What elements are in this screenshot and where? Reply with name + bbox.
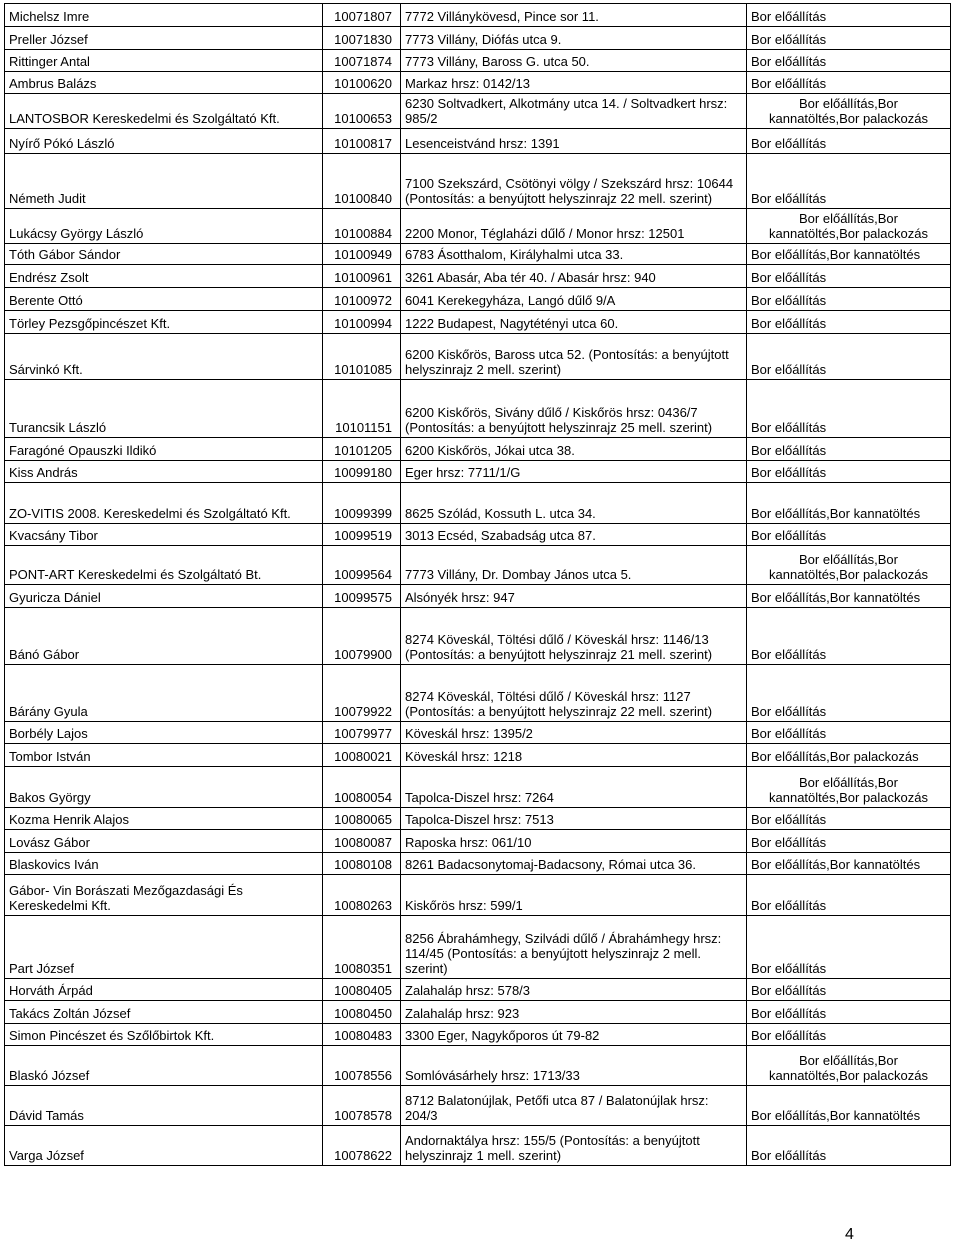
activity-line: Bor előállítás,Bor — [799, 1053, 898, 1068]
holder-name-cell: Gyuricza Dániel — [5, 585, 323, 608]
holder-name-cell: Takács Zoltán József — [5, 1001, 323, 1024]
registry-id-cell: 10100961 — [323, 265, 401, 288]
registry-table — [4, 3, 951, 1166]
table-row — [5, 665, 951, 722]
registry-id-cell: 10079922 — [323, 665, 401, 722]
address-cell: 8712 Balatonújlak, Petőfi utca 87 / Balatonújlak hrsz: 204/3 — [401, 1086, 747, 1126]
address-cell: 8274 Köveskál, Töltési dűlő / Köveskál hrsz: 1146/13 (Pontosítás: a benyújtott helyszinrajz 21 mell. szerint) — [401, 608, 747, 665]
table-row — [5, 767, 951, 808]
address-cell: Tapolca-Diszel hrsz: 7264 — [401, 767, 747, 808]
address-cell: 6200 Kiskőrös, Sivány dűlő / Kiskőrös hrsz: 0436/7 (Pontosítás: a benyújtott helyszinrajz 25 mell. szerint) — [401, 380, 747, 438]
activity-cell: Bor előállítás — [747, 1024, 951, 1046]
address-cell: Köveskál hrsz: 1395/2 — [401, 722, 747, 744]
holder-name-cell: Gábor- Vin Borászati Mezőgazdasági És Kereskedelmi Kft. — [5, 875, 323, 916]
registry-id-cell: 10078578 — [323, 1086, 401, 1126]
activity-cell — [747, 546, 951, 585]
table-row — [5, 1024, 951, 1046]
registry-id-cell: 10080351 — [323, 916, 401, 979]
holder-name-cell: Varga József — [5, 1126, 323, 1166]
registry-id-cell: 10071874 — [323, 50, 401, 72]
table-row — [5, 461, 951, 483]
activity-cell: Bor előállítás — [747, 665, 951, 722]
table-row — [5, 72, 951, 94]
holder-name-cell: Dávid Tamás — [5, 1086, 323, 1126]
table-row — [5, 334, 951, 380]
activity-line: kannatöltés,Bor palackozás — [769, 790, 928, 805]
activity-cell: Bor előállítás,Bor kannatöltés — [747, 585, 951, 608]
registry-id-cell: 10079900 — [323, 608, 401, 665]
registry-id-cell: 10080263 — [323, 875, 401, 916]
table-row — [5, 380, 951, 438]
table-row — [5, 311, 951, 334]
activity-cell: Bor előállítás — [747, 438, 951, 461]
address-cell: 8261 Badacsonytomaj-Badacsony, Római utca 36. — [401, 853, 747, 875]
activity-line: Bor előállítás,Bor — [799, 552, 898, 567]
registry-id-cell: 10101205 — [323, 438, 401, 461]
table-row — [5, 608, 951, 665]
holder-name-cell: Horváth Árpád — [5, 979, 323, 1001]
activity-cell — [747, 767, 951, 808]
registry-id-cell: 10080021 — [323, 744, 401, 767]
activity-cell: Bor előállítás — [747, 524, 951, 546]
holder-name-cell: Bánó Gábor — [5, 608, 323, 665]
registry-id-cell: 10101151 — [323, 380, 401, 438]
address-cell: 8256 Ábrahámhegy, Szilvádi dűlő / Ábrahámhegy hrsz: 114/45 (Pontosítás: a benyújtott helyszinrajz 2 mell. szerint) — [401, 916, 747, 979]
holder-name-cell: Tombor István — [5, 744, 323, 767]
table-row — [5, 27, 951, 50]
holder-name-cell: LANTOSBOR Kereskedelmi és Szolgáltató Kft. — [5, 94, 323, 129]
activity-cell: Bor előállítás — [747, 27, 951, 50]
table-row — [5, 916, 951, 979]
holder-name-cell: Preller József — [5, 27, 323, 50]
activity-cell: Bor előállítás — [747, 334, 951, 380]
address-cell: Markaz hrsz: 0142/13 — [401, 72, 747, 94]
holder-name-cell: Sárvinkó Kft. — [5, 334, 323, 380]
address-cell: Andornaktálya hrsz: 155/5 (Pontosítás: a benyújtott helyszinrajz 1 mell. szerint) — [401, 1126, 747, 1166]
table-row — [5, 129, 951, 154]
activity-line: Bor előállítás,Bor — [799, 96, 898, 111]
address-cell: Zalahaláp hrsz: 923 — [401, 1001, 747, 1024]
table-row — [5, 853, 951, 875]
activity-cell: Bor előállítás — [747, 722, 951, 744]
address-cell: 7100 Szekszárd, Csötönyi völgy / Szekszárd hrsz: 10644 (Pontosítás: a benyújtott helyszinrajz 22 mell. szerint) — [401, 154, 747, 209]
holder-name-cell: Endrész Zsolt — [5, 265, 323, 288]
registry-id-cell: 10100949 — [323, 244, 401, 265]
holder-name-cell: Lovász Gábor — [5, 830, 323, 853]
activity-line: kannatöltés,Bor palackozás — [769, 226, 928, 241]
registry-id-cell: 10099399 — [323, 483, 401, 524]
address-cell: Lesenceistvánd hrsz: 1391 — [401, 129, 747, 154]
registry-id-cell: 10099564 — [323, 546, 401, 585]
table-row — [5, 1001, 951, 1024]
table-row — [5, 438, 951, 461]
activity-cell — [747, 209, 951, 244]
activity-cell: Bor előállítás — [747, 875, 951, 916]
holder-name-cell: Lukácsy György László — [5, 209, 323, 244]
table-row — [5, 808, 951, 830]
address-cell: Köveskál hrsz: 1218 — [401, 744, 747, 767]
activity-cell: Bor előállítás — [747, 129, 951, 154]
activity-cell: Bor előállítás — [747, 380, 951, 438]
table-row — [5, 154, 951, 209]
registry-id-cell: 10080483 — [323, 1024, 401, 1046]
table-row — [5, 94, 951, 129]
registry-id-cell: 10071807 — [323, 4, 401, 27]
activity-cell — [747, 1046, 951, 1086]
table-row — [5, 244, 951, 265]
activity-cell: Bor előállítás — [747, 916, 951, 979]
registry-table-body — [5, 4, 951, 1166]
registry-id-cell: 10101085 — [323, 334, 401, 380]
activity-cell: Bor előállítás — [747, 265, 951, 288]
registry-id-cell: 10099180 — [323, 461, 401, 483]
activity-cell: Bor előállítás — [747, 461, 951, 483]
table-row — [5, 50, 951, 72]
holder-name-cell: Simon Pincészet és Szőlőbirtok Kft. — [5, 1024, 323, 1046]
table-row — [5, 1126, 951, 1166]
activity-cell: Bor előállítás — [747, 72, 951, 94]
holder-name-cell: Ambrus Balázs — [5, 72, 323, 94]
address-cell: 2200 Monor, Téglaházi dűlő / Monor hrsz: 12501 — [401, 209, 747, 244]
activity-line: kannatöltés,Bor palackozás — [769, 567, 928, 582]
registry-id-cell: 10079977 — [323, 722, 401, 744]
activity-cell: Bor előállítás — [747, 808, 951, 830]
registry-id-cell: 10100840 — [323, 154, 401, 209]
holder-name-cell: PONT-ART Kereskedelmi és Szolgáltató Bt. — [5, 546, 323, 585]
address-cell: 6200 Kiskőrös, Baross utca 52. (Pontosítás: a benyújtott helyszinrajz 2 mell. szerint) — [401, 334, 747, 380]
address-cell: 7773 Villány, Dr. Dombay János utca 5. — [401, 546, 747, 585]
registry-id-cell: 10100653 — [323, 94, 401, 129]
activity-line: Bor előállítás,Bor — [799, 211, 898, 226]
address-cell: 7773 Villány, Baross G. utca 50. — [401, 50, 747, 72]
activity-cell: Bor előállítás — [747, 288, 951, 311]
holder-name-cell: Rittinger Antal — [5, 50, 323, 72]
table-row — [5, 1086, 951, 1126]
table-row — [5, 4, 951, 27]
activity-cell: Bor előállítás,Bor kannatöltés — [747, 483, 951, 524]
holder-name-cell: Blaskó József — [5, 1046, 323, 1086]
activity-line: Bor előállítás,Bor — [799, 775, 898, 790]
address-cell: 7773 Villány, Diófás utca 9. — [401, 27, 747, 50]
table-row — [5, 1046, 951, 1086]
holder-name-cell: Part József — [5, 916, 323, 979]
activity-cell: Bor előállítás,Bor kannatöltés — [747, 853, 951, 875]
registry-id-cell: 10100972 — [323, 288, 401, 311]
address-cell: 6783 Ásotthalom, Királyhalmi utca 33. — [401, 244, 747, 265]
registry-id-cell: 10080108 — [323, 853, 401, 875]
activity-cell: Bor előállítás,Bor kannatöltés — [747, 244, 951, 265]
activity-cell: Bor előállítás — [747, 608, 951, 665]
activity-cell: Bor előállítás — [747, 50, 951, 72]
activity-line: kannatöltés,Bor palackozás — [769, 111, 928, 126]
table-row — [5, 722, 951, 744]
registry-id-cell: 10080065 — [323, 808, 401, 830]
registry-id-cell: 10078556 — [323, 1046, 401, 1086]
registry-id-cell: 10080087 — [323, 830, 401, 853]
holder-name-cell: Bárány Gyula — [5, 665, 323, 722]
address-cell: 1222 Budapest, Nagytétényi utca 60. — [401, 311, 747, 334]
activity-cell — [747, 94, 951, 129]
table-row — [5, 546, 951, 585]
registry-id-cell: 10080450 — [323, 1001, 401, 1024]
registry-id-cell: 10100994 — [323, 311, 401, 334]
holder-name-cell: Törley Pezsgőpincészet Kft. — [5, 311, 323, 334]
table-row — [5, 265, 951, 288]
holder-name-cell: Tóth Gábor Sándor — [5, 244, 323, 265]
holder-name-cell: Kozma Henrik Alajos — [5, 808, 323, 830]
holder-name-cell: Faragóné Opauszki Ildikó — [5, 438, 323, 461]
table-row — [5, 524, 951, 546]
activity-cell: Bor előállítás — [747, 4, 951, 27]
registry-id-cell: 10100620 — [323, 72, 401, 94]
activity-cell: Bor előállítás,Bor palackozás — [747, 744, 951, 767]
registry-id-cell: 10078622 — [323, 1126, 401, 1166]
holder-name-cell: Németh Judit — [5, 154, 323, 209]
activity-cell: Bor előállítás — [747, 1001, 951, 1024]
address-cell: Somlóvásárhely hrsz: 1713/33 — [401, 1046, 747, 1086]
address-cell: 3013 Ecséd, Szabadság utca 87. — [401, 524, 747, 546]
registry-id-cell: 10099519 — [323, 524, 401, 546]
table-row — [5, 483, 951, 524]
table-row — [5, 209, 951, 244]
table-row — [5, 744, 951, 767]
registry-id-cell: 10100817 — [323, 129, 401, 154]
registry-id-cell: 10100884 — [323, 209, 401, 244]
activity-cell: Bor előállítás — [747, 979, 951, 1001]
address-cell: 6200 Kiskőrös, Jókai utca 38. — [401, 438, 747, 461]
table-row — [5, 585, 951, 608]
address-cell: Tapolca-Diszel hrsz: 7513 — [401, 808, 747, 830]
holder-name-cell: Blaskovics Iván — [5, 853, 323, 875]
holder-name-cell: Borbély Lajos — [5, 722, 323, 744]
address-cell: Eger hrsz: 7711/1/G — [401, 461, 747, 483]
table-row — [5, 288, 951, 311]
page-number: 4 — [845, 1226, 854, 1243]
activity-cell: Bor előállítás — [747, 830, 951, 853]
address-cell: 8274 Köveskál, Töltési dűlő / Köveskál hrsz: 1127 (Pontosítás: a benyújtott helyszinrajz 22 mell. szerint) — [401, 665, 747, 722]
table-row — [5, 875, 951, 916]
address-cell: Kiskőrös hrsz: 599/1 — [401, 875, 747, 916]
address-cell: 6041 Kerekegyháza, Langó dűlő 9/A — [401, 288, 747, 311]
address-cell: 6230 Soltvadkert, Alkotmány utca 14. / Soltvadkert hrsz: 985/2 — [401, 94, 747, 129]
registry-id-cell: 10080405 — [323, 979, 401, 1001]
activity-cell: Bor előállítás,Bor kannatöltés — [747, 1086, 951, 1126]
address-cell: 3300 Eger, Nagykőporos út 79-82 — [401, 1024, 747, 1046]
address-cell: 7772 Villánykövesd, Pince sor 11. — [401, 4, 747, 27]
holder-name-cell: Bakos György — [5, 767, 323, 808]
activity-cell: Bor előállítás — [747, 154, 951, 209]
holder-name-cell: Turancsik László — [5, 380, 323, 438]
address-cell: 3261 Abasár, Aba tér 40. / Abasár hrsz: 940 — [401, 265, 747, 288]
registry-id-cell: 10080054 — [323, 767, 401, 808]
holder-name-cell: Kvacsány Tibor — [5, 524, 323, 546]
holder-name-cell: Kiss András — [5, 461, 323, 483]
registry-id-cell: 10071830 — [323, 27, 401, 50]
address-cell: Alsónyék hrsz: 947 — [401, 585, 747, 608]
table-row — [5, 979, 951, 1001]
registry-id-cell: 10099575 — [323, 585, 401, 608]
activity-cell: Bor előállítás — [747, 1126, 951, 1166]
holder-name-cell: Nyírő Pókó László — [5, 129, 323, 154]
address-cell: Zalahaláp hrsz: 578/3 — [401, 979, 747, 1001]
activity-line: kannatöltés,Bor palackozás — [769, 1068, 928, 1083]
holder-name-cell: ZO-VITIS 2008. Kereskedelmi és Szolgáltató Kft. — [5, 483, 323, 524]
table-row — [5, 830, 951, 853]
holder-name-cell: Berente Ottó — [5, 288, 323, 311]
holder-name-cell: Michelsz Imre — [5, 4, 323, 27]
address-cell: 8625 Szólád, Kossuth L. utca 34. — [401, 483, 747, 524]
activity-cell: Bor előállítás — [747, 311, 951, 334]
address-cell: Raposka hrsz: 061/10 — [401, 830, 747, 853]
